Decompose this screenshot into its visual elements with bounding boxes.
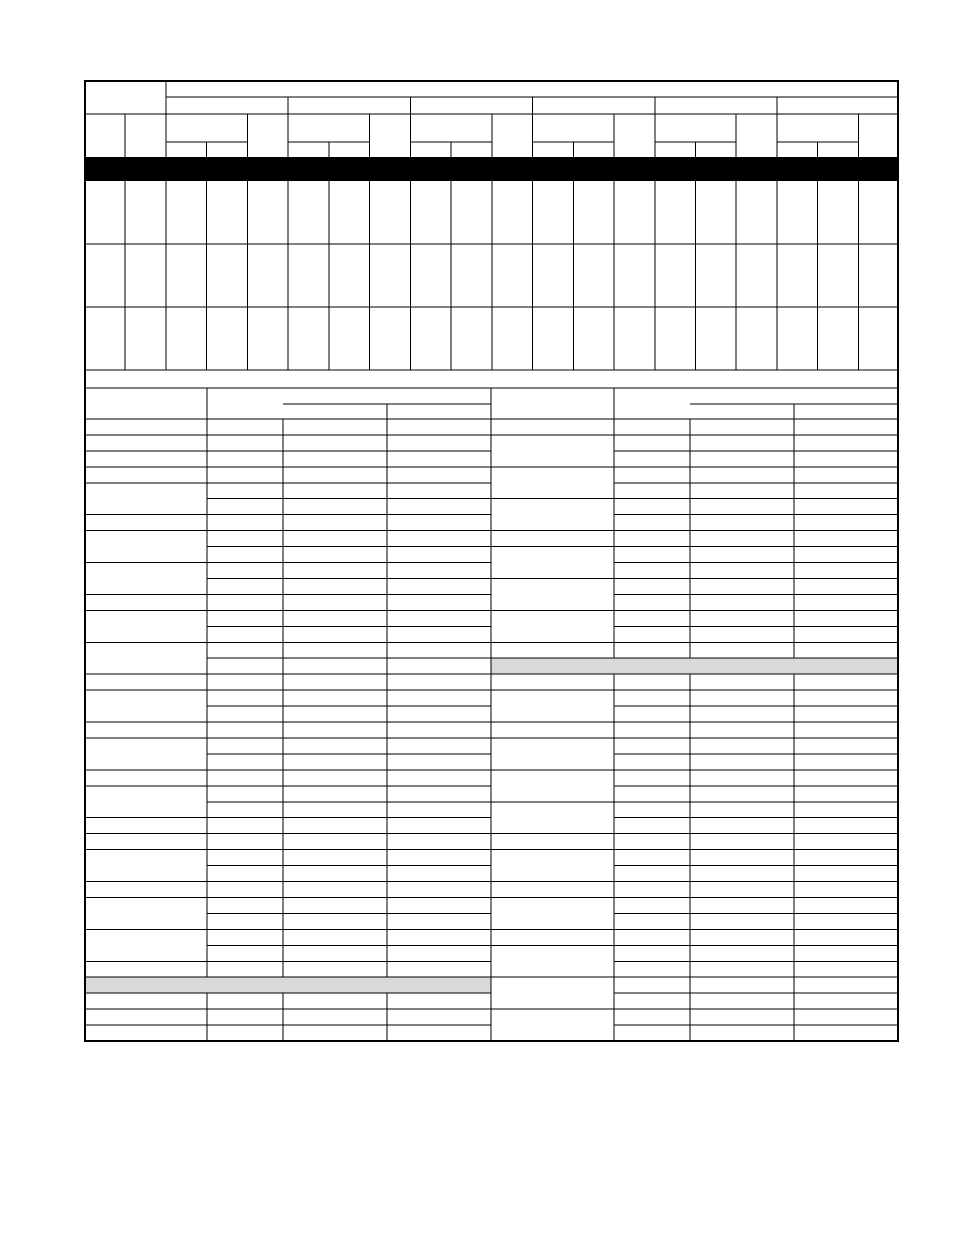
shaded-row-left (85, 977, 491, 993)
shaded-row-right (491, 658, 898, 674)
header-band (85, 157, 898, 181)
